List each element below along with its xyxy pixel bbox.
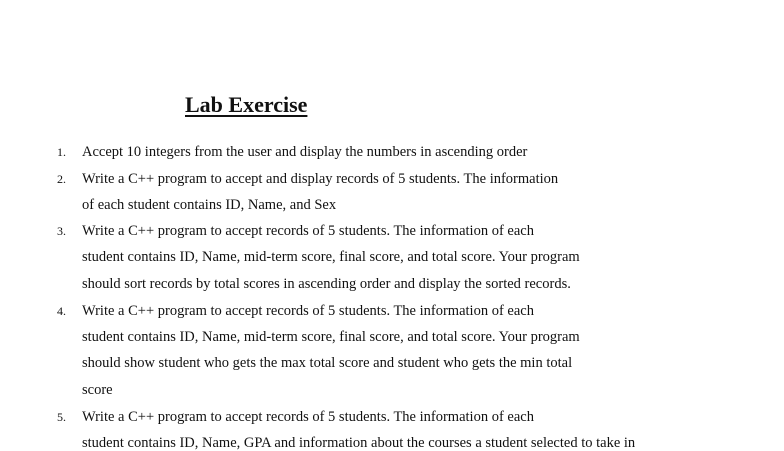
item-3-number: 3.: [57, 224, 66, 238]
page-title: Lab Exercise: [185, 92, 308, 117]
item-1-number: 1.: [57, 145, 66, 159]
item-5-line-2: student contains ID, Name, GPA and information about the courses a student selected to take in: [82, 435, 636, 451]
item-4-line-1: Write a C++ program to accept records of 5 students. The information of each: [82, 303, 534, 319]
item-5-line-1: Write a C++ program to accept records of 5 students. The information of each: [82, 409, 534, 425]
item-3-line-2: student contains ID, Name, mid-term score, final score, and total score. Your program: [82, 249, 580, 265]
item-1-line-1: Accept 10 integers from the user and display the numbers in ascending order: [82, 144, 528, 160]
item-4-line-4: score: [82, 382, 113, 398]
item-4-line-2: student contains ID, Name, mid-term score, final score, and total score. Your program: [82, 329, 580, 345]
item-3-line-3: should sort records by total scores in ascending order and display the sorted records.: [82, 276, 571, 292]
item-2-line-1: Write a C++ program to accept and display records of 5 students. The information: [82, 171, 559, 187]
item-5-number: 5.: [57, 410, 66, 424]
item-4-number: 4.: [57, 304, 66, 318]
item-2-line-2: of each student contains ID, Name, and Sex: [82, 197, 337, 213]
item-2-number: 2.: [57, 172, 66, 186]
item-4-line-3: should show student who gets the max total score and student who gets the min total: [82, 355, 573, 371]
item-3-line-1: Write a C++ program to accept records of 5 students. The information of each: [82, 223, 534, 239]
